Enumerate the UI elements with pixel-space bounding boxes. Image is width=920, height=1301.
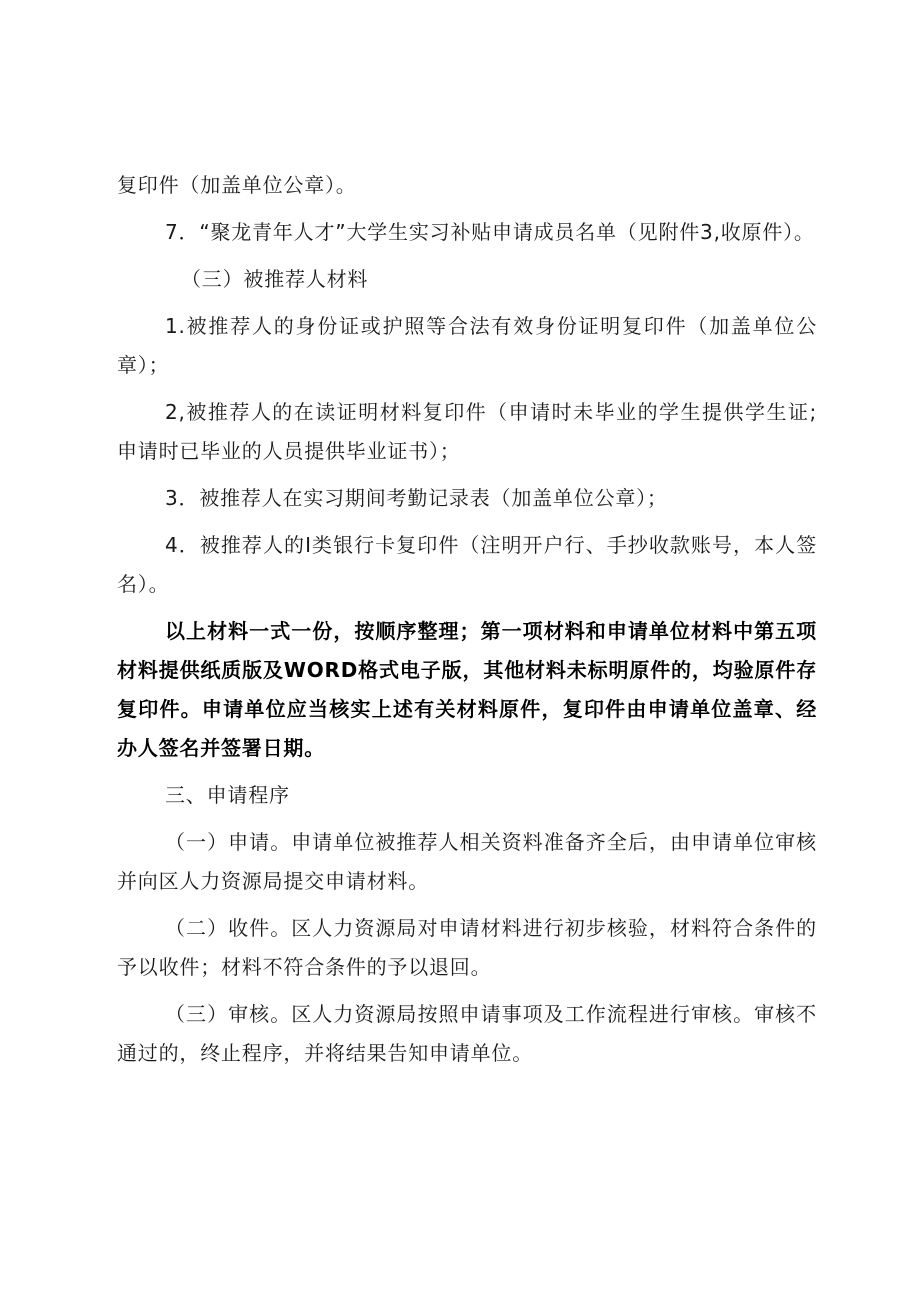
paragraph-continuation: 复印件（加盖单位公章）。: [117, 173, 357, 197]
paragraph-materials-note: 以上材料一式一份，按顺序整理；第一项材料和申请单位材料中第五项材料提供纸质版及WORD格式电子版，其他材料未标明原件的，均验原件存复印件。申请单位应当核实上述有关材料原件，复印件由申请单位盖章、经办人签名并签署日期。: [117, 619, 817, 760]
paragraph-step-review: （三）审核。区人力资源局按照申请事项及工作流程进行审核。审核不通过的，终止程序，并将结果告知申请单位。: [117, 1002, 817, 1065]
paragraph-item-1: 1.被推荐人的身份证或护照等合法有效身份证明复印件（加盖单位公章）；: [117, 314, 817, 377]
document-body: [117, 166, 817, 1081]
paragraph-item-2: 2,被推荐人的在读证明材料复印件（申请时未毕业的学生提供学生证;申请时已毕业的人员提供毕业证书）；: [117, 400, 817, 463]
section-heading-application-procedure: 三、申请程序: [165, 783, 290, 807]
paragraph-step-receive: （二）收件。区人力资源局对申请材料进行初步核验，材料符合条件的予以收件；材料不符合条件的予以退回。: [117, 916, 817, 979]
paragraph-item-4: 4．被推荐人的I类银行卡复印件（注明开户行、手抄收款账号，本人签名）。: [117, 533, 817, 596]
paragraph-item-3: 3．被推荐人在实习期间考勤记录表（加盖单位公章）；: [165, 486, 668, 510]
paragraph-step-apply: （一）申请。申请单位被推荐人相关资料准备齐全后，由申请单位审核并向区人力资源局提交申请材料。: [117, 830, 817, 893]
paragraph-item-7: 7．“聚龙青年人才”大学生实习补贴申请成员名单（见附件3,收原件）。: [165, 220, 815, 244]
section-heading-recommended-materials: （三）被推荐人材料: [181, 267, 369, 291]
